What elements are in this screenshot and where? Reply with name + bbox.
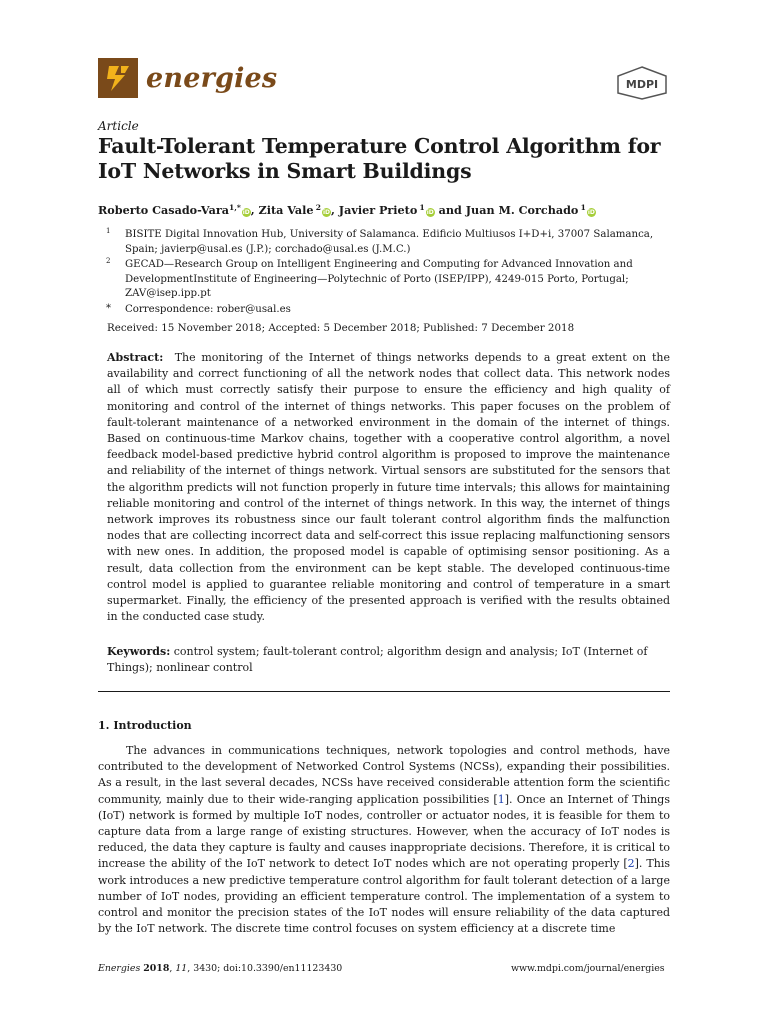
author-affil-sup: 1 xyxy=(580,203,586,212)
keywords-text: control system; fault-tolerant control; algorithm design and analysis; IoT (Internet of Things); nonlinear control xyxy=(107,645,648,675)
section-heading: 1. Introduction xyxy=(98,719,192,732)
paper-page: energies MDPI Article Fault-Tolerant Temperature Control Algorithm for IoT Networks in Smart Buildings Roberto Casado-Vara$^{1,*}$iD, Zita Vale $^2$iD, Javier Prieto $^1$iD and Juan M. Corchado $^1$iD 1 BISITE Digital Innovation Hub, University of Salamanca. Edificio Multiusos I+D+i, 37007 Salamanca, Spain; javierp@usal.es (J.P.); corchado@usal.es (J.M.C.) 2 GECAD—Research Group on Intelligent Engineering and Computing for Advanced Innovation and DevelopmentInstitute of Engineering—Polytechnic of Porto (ISEP/IPP), 4249-015 Porto, Portugal; ZAV@isep.ipp.pt * Correspondence: rober@usal.es Received: 15 November 2018; Accepted: 5 December 2018; Published: 7 December 2018 Abstract: The monitoring of the Internet of things networks depends to a great extent on the availability and correct functioning of all the network nodes that collect data. This network nodes all of which must correctly satisfy their purpose to ensure the efficiency and high quality of monitoring and control of the internet of things networks. This paper focuses on the problem of fault-tolerant maintenance of a networked environment in the domain of the internet of things. Based on continuous-time Markov chains, together with a cooperative control algorithm, a novel feedback model-based predictive hybrid control algorithm is proposed to improve the maintenance and reliability of the internet of things network. Virtual sensors are substituted for the sensors that the algorithm predicts will not function properly in future time intervals; this allows for maintaining reliable monitoring and control of the internet of things network. In this way, the internet of things network improves its robustness since our fault tolerant control algorithm finds the malfunction nodes that are collecting incorrect data and self-correct this issue replacing malfunctioning sensors with new ones. In addition, the proposed model is capable of optimising sensor positioning. As a result, data collection from the environment can be kept stable. The developed continuous-time control model is applied to guarantee reliable monitoring and control of temperature in a smart supermarket. Finally, the efficiency of the presented approach is verified with the results obtained in the conducted case study. Keywords: control system; fault-tolerant control; algorithm design and analysis; IoT (Internet of Things); nonlinear control 1. Introduction The advances in communications techniques, network topologies and control methods, have contributed to the development of Networked Control Systems (NCSs), expanding their possibilities. As a result, in the last several decades, NCSs have received considerable attention form the scientific community, mainly due to their wide-ranging application possibilities [1]. Once an Internet of Things (IoT) network is formed by multiple IoT nodes, controller or actuator nodes, it is feasible for them to capture data from a large range of existing structures. However, when the accuracy of IoT nodes is reduced, the data they capture is faulty and causes inappropriate decisions. Therefore, it is critical to increase the ability of the IoT network to detect IoT nodes which are not operating properly [2]. This work introduces a new predictive temperature control algorithm for fault tolerant detection of a large number of IoT nodes, providing an efficient temperature control. The implementation of a system to control and monitor the precision states of the IoT nodes will ensure reliability of the data captured by the IoT network. The discrete time control focuses on system efficiency at a discrete time Energies 2018, 11, 3430; doi:10.3390/en11123430 www.mdpi.com/journal/energies xyxy=(0,0,768,1024)
orcid-icon[interactable]: iD xyxy=(322,209,331,216)
abstract-label: Abstract: xyxy=(107,351,164,364)
abstract-text: The monitoring of the Internet of things networks depends to a great extent on the availability and correct functioning of all the network nodes that collect data. This network nodes all of which must correctly satisfy their purpose to ensure the efficiency and high quality of monitoring and control of the internet of things networks. This paper focuses on the problem of fault-tolerant maintenance of a networked environment in the domain of the internet of things. Based on continuous-time Markov chains, together with a cooperative control algorithm, a novel feedback model-based predictive hybrid control algorithm is proposed to improve the maintenance and reliability of the internet of things network. Virtual sensors are substituted for the sensors that the algorithm predicts will not function properly in future time intervals; this allows for maintaining reliable monitoring and control of the internet of things network. In this way, the internet of things network improves its robustness since our fault tolerant control algorithm finds the malfunction nodes that are collecting incorrect data and self-correct this issue replacing malfunctioning sensors with new ones. In addition, the proposed model is capable of optimising sensor positioning. As a result, data collection from the environment can be kept stable. The developed continuous-time control model is applied to guarantee reliable monitoring and control of temperature in a smart supermarket. Finally, the efficiency of the presented approach is verified with the results obtained in the conducted case study. xyxy=(107,351,670,624)
abstract xyxy=(107,350,670,625)
keywords xyxy=(107,644,670,676)
author-list: Roberto Casado-Vara$^{1,*}$iD, Zita Vale $^2$iD, Javier Prieto $^1$iD and Juan M. Corchado $^1$iD xyxy=(98,203,595,217)
author-name: Zita Vale xyxy=(258,203,314,217)
author-name: Roberto Casado-Vara xyxy=(98,203,229,217)
paper-title: Fault-Tolerant Temperature Control Algorithm for IoT Networks in Smart Buildings xyxy=(98,134,661,183)
citation-link[interactable]: 1 xyxy=(497,792,505,806)
author-affil-sup: 1 xyxy=(419,203,425,212)
author-name: Juan M. Corchado xyxy=(465,203,579,217)
author-name: Javier Prieto xyxy=(338,203,418,217)
citation-link[interactable]: 2 xyxy=(627,857,635,871)
divider xyxy=(98,691,670,692)
orcid-icon[interactable]: iD xyxy=(587,209,595,216)
footer-journal-url[interactable]: www.mdpi.com/journal/energies xyxy=(511,963,665,974)
publisher-name: MDPI xyxy=(625,78,659,91)
author-affil-sup: 1,* xyxy=(228,203,241,212)
publication-dates: Received: 15 November 2018; Accepted: 5 December 2018; Published: 7 December 2018 xyxy=(107,322,575,334)
journal-logo[interactable] xyxy=(98,58,277,98)
keywords-label: Keywords: xyxy=(107,645,171,658)
orcid-icon[interactable]: iD xyxy=(426,209,434,216)
lightning-bolt-icon xyxy=(98,58,138,98)
article-type-label: Article xyxy=(98,119,139,133)
publisher-logo[interactable] xyxy=(616,66,668,100)
orcid-icon[interactable]: iD xyxy=(242,209,250,216)
introduction-paragraph: The advances in communications techniques, network topologies and control methods, have contributed to the development of Networked Control Systems (NCSs), expanding their possibilities. As a result, in the last several decades, NCSs have received considerable attention form the scientific community, mainly due to their wide-ranging application possibilities [1]. Once an Internet of Things (IoT) network is formed by multiple IoT nodes, controller or actuator nodes, it is feasible for them to capture data from a large range of existing structures. However, when the accuracy of IoT nodes is reduced, the data they capture is faulty and causes inappropriate decisions. Therefore, it is critical to increase the ability of the IoT network to detect IoT nodes which are not operating properly [2]. This work introduces a new predictive temperature control algorithm for fault tolerant detection of a large number of IoT nodes, providing an efficient temperature control. The implementation of a system to control and monitor the precision states of the IoT nodes will ensure reliability of the data captured by the IoT network. The discrete time control focuses on system efficiency at a discrete time xyxy=(98,744,670,936)
footer-citation: Energies 2018, 11, 3430; doi:10.3390/en11123430 xyxy=(98,963,343,974)
author-affil-sup: 2 xyxy=(315,203,321,212)
journal-name: energies xyxy=(146,62,278,94)
